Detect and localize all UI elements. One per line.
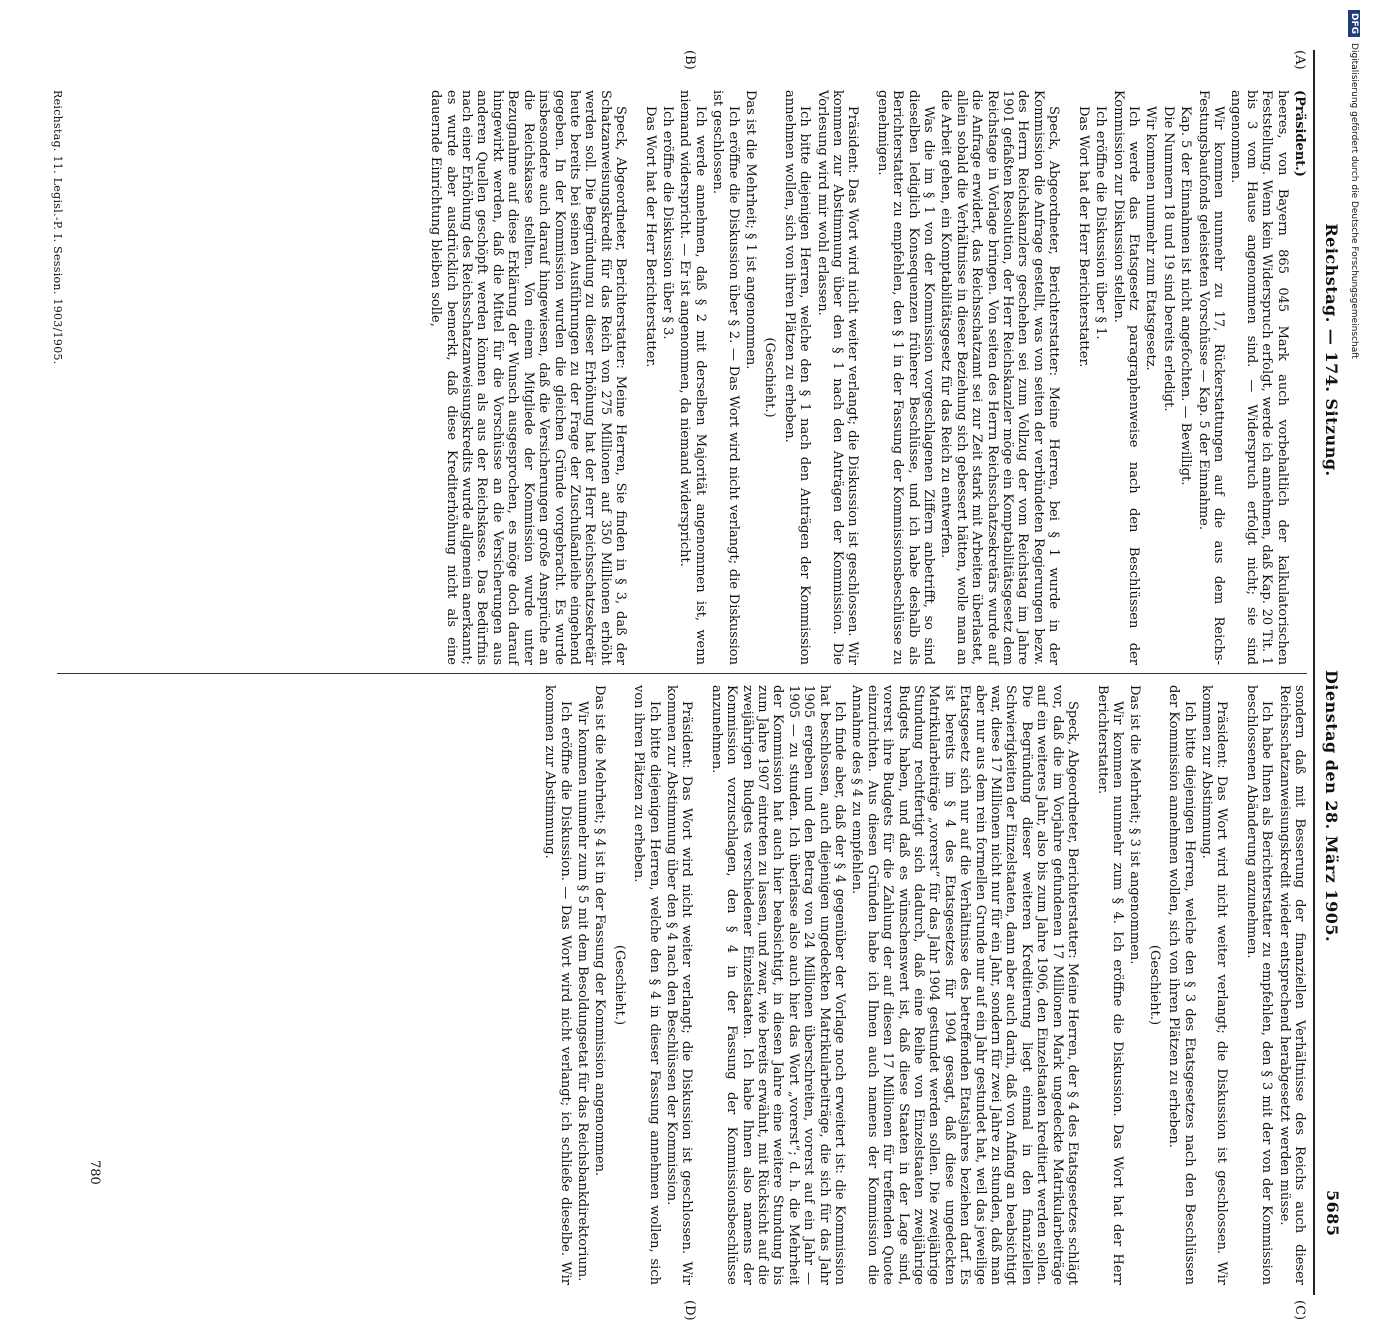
paragraph: Wir kommen nunmehr zum § 5 mit dem Besoldungsetat für das Reichsbankdirektorium. (574, 701, 590, 1282)
paragraph: Präsident: Das Wort wird nicht weiter verlangt; die Diskussion ist geschlossen. Wir kommen zur Abstimmung. (1198, 685, 1230, 1285)
header-date: Dienstag den 28. März 1905. (1322, 670, 1342, 943)
paragraph: Ich bitte diejenigen Herren, welche den § 4 in dieser Fassung annehmen wollen, sich von ihren Plätzen zu erheben. (631, 685, 662, 1285)
paragraph: Kap. 5 der Einnahmen ist nicht angefochten. — Bewilligt. (1178, 106, 1194, 486)
header-title: Reichstag. — 174. Sitzung. (1322, 223, 1342, 477)
paragraph: Das Wort hat der Herr Berichterstatter. (1075, 106, 1091, 368)
column-divider (57, 673, 1307, 674)
signature-number: 780 (87, 1160, 102, 1185)
paragraph: Ich finde aber, daß der § 4 gegenüber der Vorlage noch erweitert ist: die Kommission hat beschlossen, auch diejenigen ungedeckten Matrikularbeiträge, die sich für das Jahr 1905 ergeben und den Betrag von 24 Millionen überschreiten, vorerst auf ein Jahr — 1905 — zu stunden. Ich überlasse also auch hier das Wort „vorerst“; d. h. die Mehrheit der Kommission hat auch hier beabsichtigt, in diesen Jahre eine weitere Stundung bis zum Jahre 1907 eintreten zu lassen, und zwar, wie bereits erwähnt, mit Rücksicht auf die zweijährigen Budgets verschiedener Einzelstaaten. Ich habe Ihnen also namens der Kommission vorzuschlagen, den § 4 in der Fassung der Kommissionsbeschlüsse anzunehmen. (708, 685, 848, 1285)
paragraph: Präsident: Das Wort wird nicht weiter verlangt; die Diskussion ist geschlossen. Wir kommen zur Abstimmung über den § 1 nach den Anträgen der Kommission. Die Vorlesung wird mir wohl erlassen. (814, 90, 861, 665)
margin-mark-a: (A) (1292, 50, 1307, 70)
paragraph: Das ist die Mehrheit; § 4 ist in der Fassung der Kommission angenommen. (592, 685, 608, 1177)
paragraph: Wir kommen nunmehr zum § 4. Ich eröffne die Diskussion. Das Wort hat der Herr Berichterstatter. (1094, 685, 1125, 1285)
dfg-logo: DFG (1348, 10, 1360, 37)
paragraph: Ich bitte diejenigen Herren, welche den § 1 nach den Anträgen der Kommission annehmen wollen, sich von ihren Plätzen zu erheben. (781, 90, 813, 665)
paragraph: Ich werde annehmen, daß § 2 mit derselben Majorität angenommen ist, wenn niemand widerspricht. — Er ist angenommen, da niemand widerspricht. (677, 90, 708, 665)
left-column (57, 90, 1307, 665)
paragraph: Speck, Abgeordneter, Berichterstatter: Meine Herren, der § 4 des Etatsgesetzes schlägt vor, daß die im Vorjahre gefundenen 17 Millionen Mark ungedeckte Matrikularbeiträge auf ein weiteres Jahr, also bis zum Jahre 1906, den Einzelstaaten kreditiert werden sollen. Die Begründung dieser weiteren Kreditierung liegt einmal in den finanziellen Schwierigkeiten der Einzelstaaten, dann aber auch darin, daß von Anfang an beabsichtigt war, diese 17 Millionen nicht nur für ein Jahr, sondern für zwei Jahre zu stunden, daß man aber nur aus dem rein formellen Grunde nur auf ein Jahr gestundet hat, weil das jeweilige Etatsgesetz sich nur auf die Verhältnisse des betreffenden Etatsjahres beziehen darf. Es ist bereits im § 4 des Etatsgesetzes für 1904 gesagt, daß diese ungedeckten Matrikularbeiträge „vorerst“ für das Jahr 1904 gestundet werden sollen. Die zweijährige Stundung rechtfertigt sich dadurch, daß eine Reihe von Einzelstaaten zweijährige Budgets haben, und daß es wünschenswert ist, daß diese Staaten in der Lage sind, vorerst ihre Budgets für die Zahlung der auf diesen 17 Millionen für treffenden Quote einzurichten. Aus diesen Gründen habe ich Ihnen auch namens der Kommission die Annahme des § 4 zu empfehlen. (849, 685, 1081, 1285)
paragraph: sondern daß mit Besserung der finanziellen Verhältnisse des Reichs auch dieser Reichsschatzanweisungskredit wieder entsprechend herabgesetzt werden müsse. (1276, 685, 1307, 1285)
paragraph: Speck, Abgeordneter, Berichterstatter: Meine Herren, bei § 1 wurde in der Kommission die Anfrage gestellt, was von seiten der verbündeten Regierungen bezw. des Herrn Reichskanzlers geschehen sei zum Vollzug der vom Reichstag im Jahre 1901 gefaßten Resolution, der Herr Reichskanzler möge ein Komptabilitätsgesetz dem Reichstage in Vorlage bringen. Von seiten des Herrn Reichsschatzsekretärs wurde auf die Anfrage erwidert, das Reichsschatzamt sei zur Zeit stark mit Arbeiten überlastet, allein sobald die Verhältnisse in dieser Beziehung sich gebessert hätten, wolle man an die Arbeit gehen, ein Komptabilitätsgesetz für das Reich zu entwerfen. (938, 90, 1062, 665)
paragraph: Wir kommen nunmehr zu 17, Rückerstattungen auf die aus dem Reichs-Festungsbaufonds geleisteten Vorschüsse — Kap. 5 der Einnahme. (1195, 90, 1226, 665)
paragraph: Ich eröffne die Diskussion über § 2. — Das Wort wird nicht verlangt; die Diskussion ist geschlossen. (710, 90, 741, 665)
paragraph: heeres, von Bayern 865 045 Mark auch vorbehaltlich der kalkulatorischen Feststellung. Wenn kein Widerspruch erfolgt, werde ich annehmen, daß Kap. 20 Tit. 1 bis 3 vom Hause angenommen sind. — Widerspruch erfolgt nicht; sie sind angenommen. (1228, 90, 1290, 665)
paragraph: Das ist die Mehrheit; § 3 ist angenommen. (1127, 685, 1143, 965)
parenthetical: (Geschieht.) (762, 337, 778, 418)
paragraph: Präsident: Das Wort wird nicht weiter verlangt; die Diskussion ist geschlossen. Wir kommen zur Abstimmung über den § 4 nach den Beschlüssen der Kommission. (663, 685, 695, 1285)
header-rule (1313, 50, 1315, 1295)
paragraph: Ich eröffne die Diskussion über § 1. (1093, 106, 1109, 340)
paragraph: Ich eröffne die Diskussion. — Das Wort wird nicht verlangt; ich schließe dieselbe. Wir kommen zur Abstimmung. (542, 685, 573, 1285)
margin-mark-b: (B) (682, 50, 697, 70)
page-header-right (1317, 670, 1347, 1300)
paragraph: Wir kommen nunmehr zum Etatsgesetz. (1143, 106, 1159, 371)
paragraph: Das ist die Mehrheit; § 1 ist angenommen. (743, 90, 758, 370)
margin-mark-c: (C) (1292, 1300, 1307, 1321)
page-number: 5685 (1323, 1190, 1342, 1237)
speaker-note: (Präsident.) (1292, 90, 1307, 177)
paragraph: Speck, Abgeordneter, Berichterstatter: Meine Herren, Sie finden in § 3, daß der Schatzanweisungskredit für das Reich von 275 Millionen auf 350 Millionen erhöht werden soll. Die Begründung zu dieser Erhöhung hat der Herr Reichsschatzsekretär heute bereits bei seinen Ausführungen zu der Frage der Zuschußanleihe eingehend gegeben. In der Kommission wurden die gleichen Gründe vorgebracht. Es wurde insbesondere auch darauf hingewiesen, daß die Versicherungen große Ansprüche an die Reichskasse stellten. Von einem Mitgliede der Kommission wurde unter Bezugnahme auf diese Erklärung der Wunsch ausgesprochen, es möge doch darauf hingewirkt werden, daß die Mittel für die Vorschüsse an die Versicherungen aus anderen Quellen geschöpft werden können als aus der Reichskasse. Das Bedürfnis nach einer Erhöhung des Reichsschatzanweisungskredits wurde allgemein anerkannt; es wurde aber ausdrücklich bemerkt, daß diese Krediterhöhung nicht als eine dauernde Einrichtung bleiben solle, (428, 90, 629, 665)
page-header-left (1317, 50, 1347, 650)
paragraph: Ich werde das Etatsgesetz paragraphenweise nach den Beschlüssen der Kommission zur Diskussion stellen. (1110, 90, 1141, 665)
document-page (51, 50, 1347, 1321)
paragraph: Die Nummern 18 und 19 sind bereits erledigt. (1160, 106, 1176, 412)
margin-mark-d: (D) (682, 1300, 697, 1321)
funding-note (1348, 10, 1360, 359)
parenthetical: (Geschieht.) (611, 944, 627, 1026)
paragraph: Ich eröffne die Diskussion über § 3. (659, 106, 675, 340)
paragraph: Ich habe Ihnen als Berichterstatter zu empfehlen, den § 3 mit der von der Kommission beschlossenen Abänderung anzunehmen. (1243, 685, 1275, 1285)
paragraph: Was die im § 1 von der Kommission vorgeschlagenen Ziffern anbetrifft, so sind dieselben lediglich Konsequenzen früherer Beschlüsse, und ich habe deshalb als Berichterstatter zu empfehlen, den § 1 in der Fassung der Kommissionsbeschlüsse zu genehmigen. (874, 90, 937, 665)
parenthetical: (Geschieht.) (1146, 944, 1162, 1026)
page-footer-left: Reichstag. 11. Legisl.-P. I. Session. 1903/1905. (51, 90, 64, 365)
paragraph: Ich bitte diejenigen Herren, welche den § 3 des Etatsgesetzes nach den Beschlüssen der Kommission annehmen wollen, sich von ihren Plätzen zu erheben. (1166, 685, 1197, 1285)
right-column (57, 685, 1307, 1285)
paragraph: Das Wort hat der Herr Berichterstatter. (642, 106, 658, 368)
funding-text: Digitalisierung gefördert durch die Deutsche Forschungsgemeinschaft (1349, 43, 1359, 359)
